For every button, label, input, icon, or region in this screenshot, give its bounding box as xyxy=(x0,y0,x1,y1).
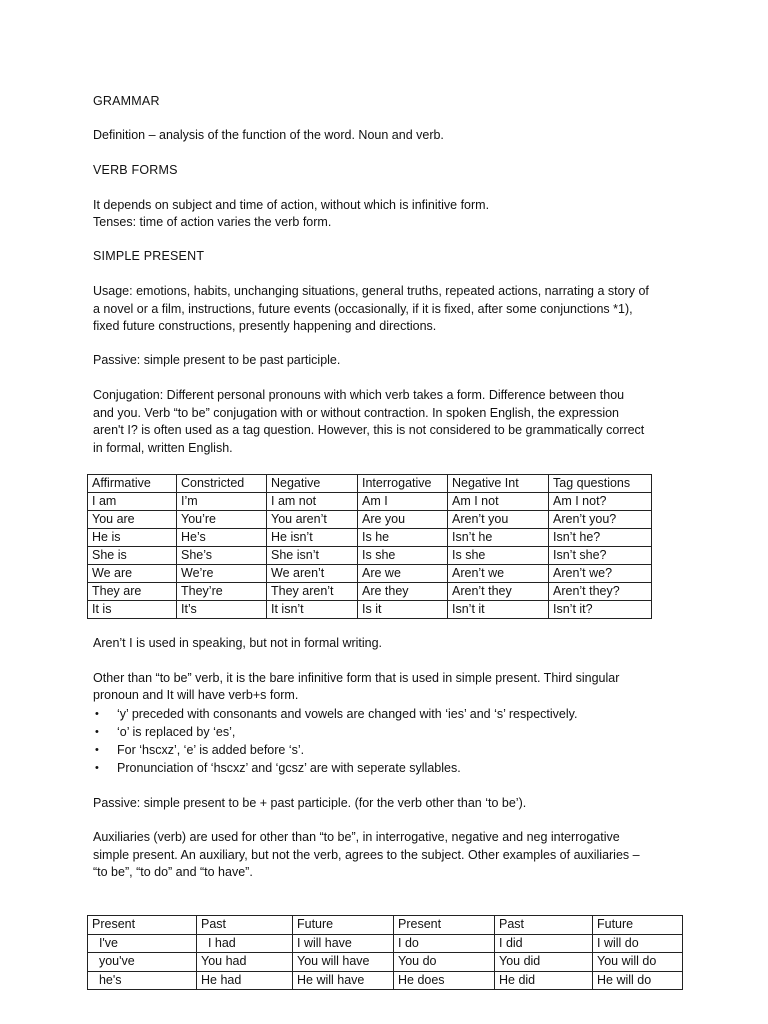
table-cell: I’m xyxy=(177,493,267,511)
table-cell: We aren’t xyxy=(267,565,358,583)
other-than-line-1: Other than “to be” verb, it is the bare infinitive form that is used in simple present. Third singular xyxy=(93,671,620,685)
table-row xyxy=(88,565,652,583)
table-cell: Aren’t you xyxy=(448,511,549,529)
list-item xyxy=(93,723,577,741)
table-cell: They’re xyxy=(177,583,267,601)
header-cell: Tag questions xyxy=(549,475,652,493)
header-cell: Affirmative xyxy=(88,475,177,493)
table-cell: He will do xyxy=(593,971,683,990)
table-row xyxy=(88,493,652,511)
table-cell: Is she xyxy=(358,547,448,565)
heading-verb-forms: VERB FORMS xyxy=(93,163,178,177)
usage-line-3: fixed future constructions, presently happening and directions. xyxy=(93,319,437,333)
table-cell: Am I xyxy=(358,493,448,511)
other-than-line-2: pronoun and It will have verb+s form. xyxy=(93,688,299,702)
table-cell: She is xyxy=(88,547,177,565)
header-cell: Future xyxy=(593,916,683,935)
table-cell: You will have xyxy=(293,953,394,972)
table-cell: Aren’t you? xyxy=(549,511,652,529)
table-cell: I am not xyxy=(267,493,358,511)
table-cell: He’s xyxy=(177,529,267,547)
conjugation-line-4: in formal, written English. xyxy=(93,441,233,455)
auxiliary-line-2: simple present. An auxiliary, but not the verb, agrees to the subject. Other examples of auxiliaries – xyxy=(93,848,640,862)
table-cell: They aren’t xyxy=(267,583,358,601)
list-item-text: Pronunciation of ‘hscxz’ and ‘gcsz’ are with seperate syllables. xyxy=(117,761,461,775)
table-cell: I am xyxy=(88,493,177,511)
table-cell: It isn’t xyxy=(267,601,358,619)
spelling-rules-list xyxy=(93,705,577,777)
table-cell: She isn’t xyxy=(267,547,358,565)
header-cell: Negative Int xyxy=(448,475,549,493)
passive-line-2: Passive: simple present to be + past participle. (for the verb other than ‘to be’). xyxy=(93,796,527,810)
table-cell: We’re xyxy=(177,565,267,583)
bullet-icon: • xyxy=(95,708,99,720)
list-item-text: ‘y’ preceded with consonants and vowels are changed with ‘ies’ and ‘s’ respectively. xyxy=(117,707,578,721)
usage-line-1: Usage: emotions, habits, unchanging situations, general truths, repeated actions, narrating a story of xyxy=(93,284,649,298)
table-cell: He did xyxy=(495,971,593,990)
bullet-icon: • xyxy=(95,726,99,738)
conjugation-line-2: and you. Verb “to be” conjugation with or without contraction. In spoken English, the expression xyxy=(93,406,620,420)
table-cell: You had xyxy=(197,953,293,972)
header-cell: Past xyxy=(495,916,593,935)
table-header-row xyxy=(88,916,683,935)
bullet-icon: • xyxy=(95,762,99,774)
table-cell: Isn’t it xyxy=(448,601,549,619)
table-cell: They are xyxy=(88,583,177,601)
list-item-text: For ‘hscxz’, ‘e’ is added before ‘s’. xyxy=(117,743,305,757)
list-item xyxy=(93,759,577,777)
header-cell: Present xyxy=(394,916,495,935)
auxiliary-line-1: Auxiliaries (verb) are used for other than “to be”, in interrogative, negative and neg interrogative xyxy=(93,830,620,844)
header-cell: Future xyxy=(293,916,394,935)
table-cell: I will have xyxy=(293,934,394,953)
usage-line-2: a novel or a film, instructions, future events (occasionally, if it is fixed, after some conjunctions *1), xyxy=(93,302,633,316)
table-cell: Is she xyxy=(448,547,549,565)
table-cell: he's xyxy=(88,971,197,990)
depends-line: It depends on subject and time of action, without which is infinitive form. xyxy=(93,198,490,212)
table-row xyxy=(88,601,652,619)
header-cell: Interrogative xyxy=(358,475,448,493)
table-cell: It is xyxy=(88,601,177,619)
table-cell: He will have xyxy=(293,971,394,990)
table-cell: You do xyxy=(394,953,495,972)
table-cell: Am I not? xyxy=(549,493,652,511)
table-cell: You are xyxy=(88,511,177,529)
heading-simple-present: SIMPLE PRESENT xyxy=(93,249,205,263)
header-cell: Constricted xyxy=(177,475,267,493)
definition-line: Definition – analysis of the function of the word. Noun and verb. xyxy=(93,128,444,142)
auxiliary-line-3: “to be”, “to do” and “to have”. xyxy=(93,865,253,879)
table-row xyxy=(88,583,652,601)
table-cell: I will do xyxy=(593,934,683,953)
header-cell: Negative xyxy=(267,475,358,493)
conjugation-line-1: Conjugation: Different personal pronouns with which verb takes a form. Difference between thou xyxy=(93,388,625,402)
table-cell: Isn’t she? xyxy=(549,547,652,565)
tenses-line: Tenses: time of action varies the verb form. xyxy=(93,215,332,229)
table-cell: We are xyxy=(88,565,177,583)
table-cell: Is it xyxy=(358,601,448,619)
table-cell: Are we xyxy=(358,565,448,583)
table-header-row xyxy=(88,475,652,493)
auxiliaries-table xyxy=(87,915,683,990)
passive-line-1: Passive: simple present to be past participle. xyxy=(93,353,341,367)
table-cell: He is xyxy=(88,529,177,547)
list-item xyxy=(93,741,577,759)
table-row xyxy=(88,529,652,547)
bullet-icon: • xyxy=(95,744,99,756)
table-cell: You’re xyxy=(177,511,267,529)
list-item-text: ‘o’ is replaced by ‘es’, xyxy=(117,725,236,739)
table-row xyxy=(88,971,683,990)
table-cell: Isn’t he? xyxy=(549,529,652,547)
table-row xyxy=(88,547,652,565)
table-cell: Am I not xyxy=(448,493,549,511)
table-cell: I had xyxy=(197,934,293,953)
table-cell: Aren’t we xyxy=(448,565,549,583)
table-cell: I do xyxy=(394,934,495,953)
table-cell: She’s xyxy=(177,547,267,565)
table-row xyxy=(88,511,652,529)
table-row xyxy=(88,934,683,953)
header-cell: Present xyxy=(88,916,197,935)
header-cell: Past xyxy=(197,916,293,935)
table-row xyxy=(88,953,683,972)
table-cell: Are you xyxy=(358,511,448,529)
table-cell: Are they xyxy=(358,583,448,601)
table-cell: Aren’t we? xyxy=(549,565,652,583)
table-cell: Aren’t they? xyxy=(549,583,652,601)
table-cell: You did xyxy=(495,953,593,972)
table-cell: I did xyxy=(495,934,593,953)
title-grammar: GRAMMAR xyxy=(93,94,160,108)
to-be-conjugation-table xyxy=(87,474,652,619)
table-cell: I've xyxy=(88,934,197,953)
table-cell: It’s xyxy=(177,601,267,619)
table-cell: He does xyxy=(394,971,495,990)
table-cell: Aren’t they xyxy=(448,583,549,601)
list-item xyxy=(93,705,577,723)
table-cell: He isn’t xyxy=(267,529,358,547)
arent-i-line: Aren’t I is used in speaking, but not in formal writing. xyxy=(93,636,383,650)
table-cell: Is he xyxy=(358,529,448,547)
table-cell: You will do xyxy=(593,953,683,972)
table-cell: He had xyxy=(197,971,293,990)
table-cell: You aren’t xyxy=(267,511,358,529)
table-cell: Isn’t it? xyxy=(549,601,652,619)
table-cell: you've xyxy=(88,953,197,972)
table-cell: Isn’t he xyxy=(448,529,549,547)
conjugation-line-3: aren't I? is often used as a tag question. However, this is not considered to be grammatically correct xyxy=(93,423,645,437)
